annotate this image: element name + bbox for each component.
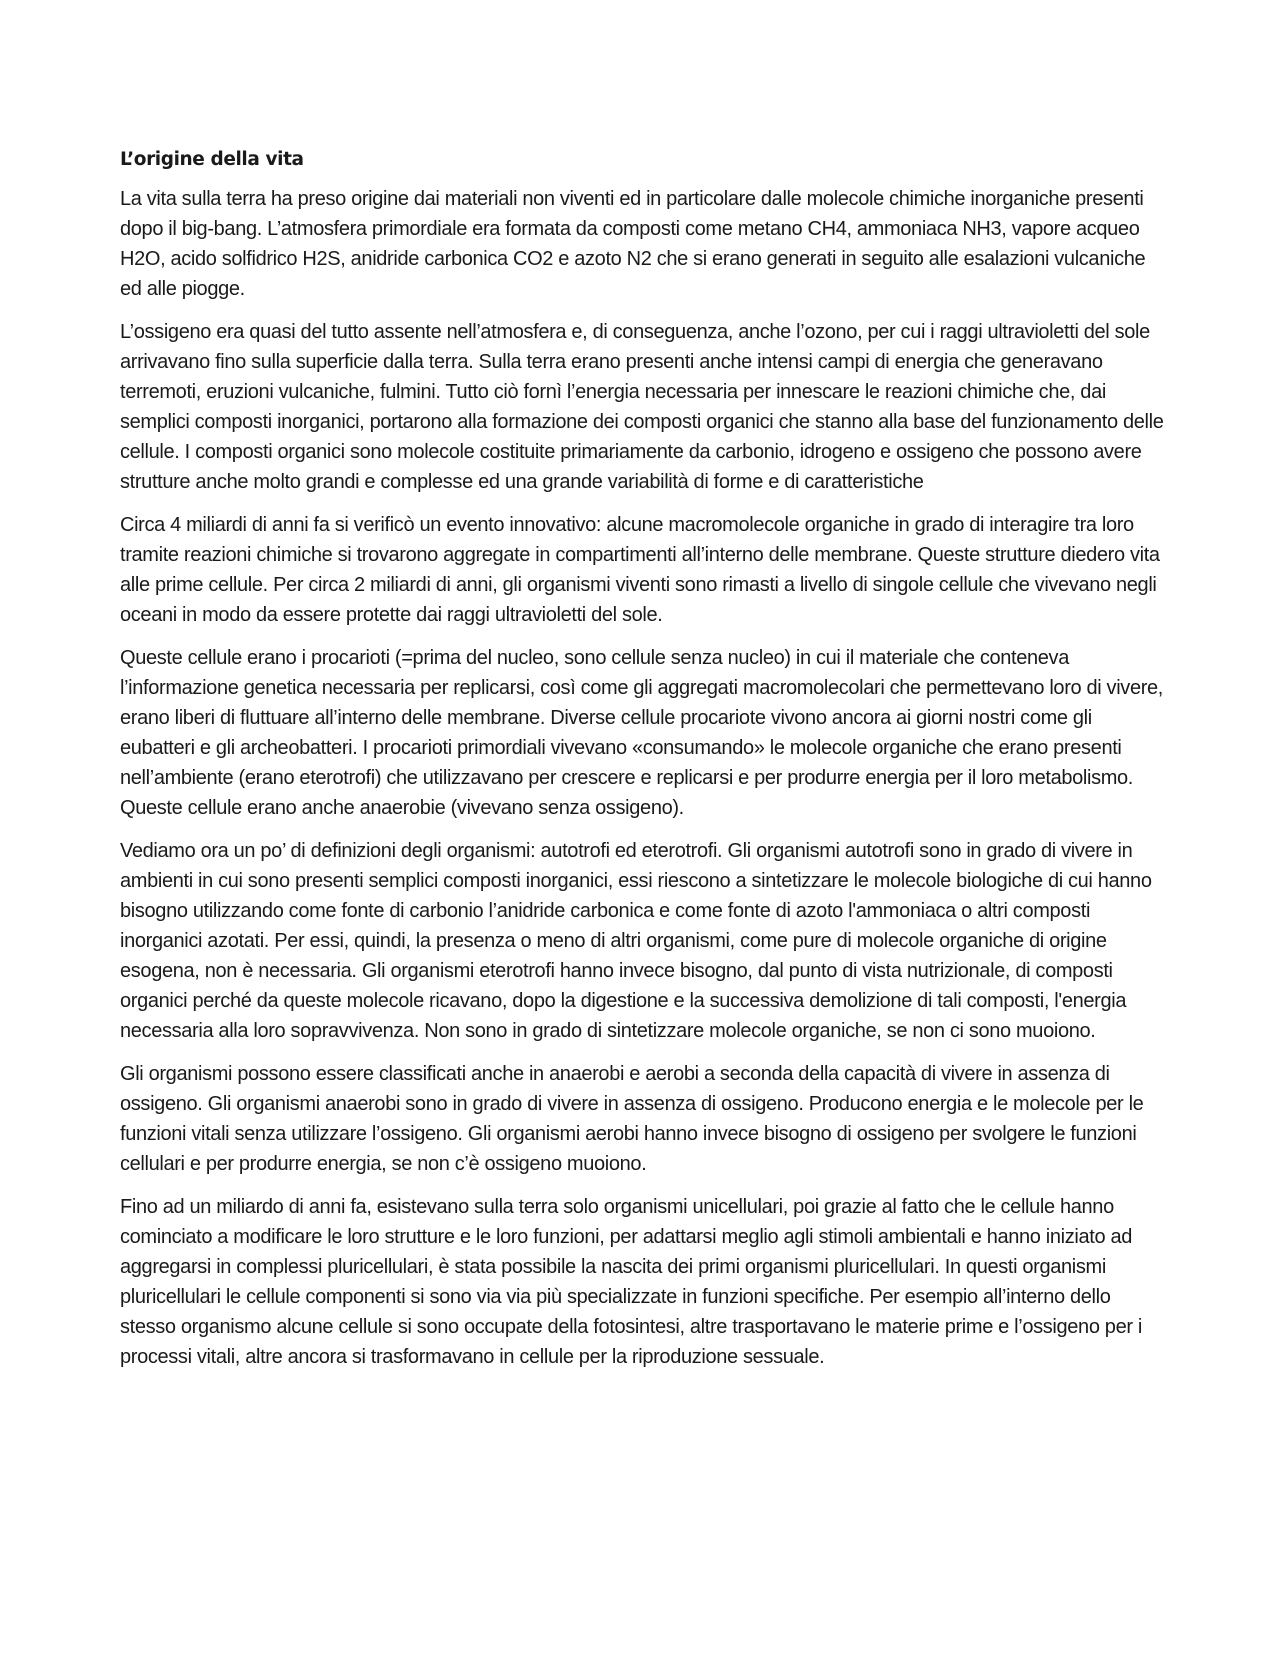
document-title: L’origine della vita [120,149,304,170]
paragraph-autotrophs-heterotrophs: Vediamo ora un po’ di definizioni degli organismi: autotrofi ed eterotrofi. Gli organismi autotrofi sono in grado di vivere in ambienti in cui sono presenti semplici composti inorganici, essi riescono a sintetizzare le molecole biologiche di cui hanno bisogno utilizzando come fonte di carbonio l’anidride carbonica e come fonte di azoto l'ammoniaca o altri composti inorganici azotati. Per essi, quindi, la presenza o meno di altri organismi, come pure di molecole organiche di origine esogena, non è necessaria. Gli organismi eterotrofi hanno invece bisogno, dal punto di vista nutrizionale, di composti organici perché da queste molecole ricavano, dopo la digestione e la successiva demolizione di tali composti, l'energia necessaria alla loro sopravvivenza. Non sono in grado di sintetizzare molecole organiche, se non ci sono muoiono. [120,840,1152,1042]
paragraph-first-cells: Circa 4 miliardi di anni fa si verificò un evento innovativo: alcune macromolecole organiche in grado di interagire tra loro tramite reazioni chimiche si trovarono aggregate in compartimenti all’interno delle membrane. Queste strutture diedero vita alle prime cellule. Per circa 2 miliardi di anni, gli organismi viventi sono rimasti a livello di singole cellule che vivevano negli oceani in modo da essere protette dai raggi ultravioletti del sole. [120,514,1160,626]
paragraph-origin: La vita sulla terra ha preso origine dai materiali non viventi ed in particolare dalle molecole chimiche inorganiche presenti dopo il big-bang. L’atmosfera primordiale era formata da composti come metano CH4, ammoniaca NH3, vapore acqueo H2O, acido solfidrico H2S, anidride carbonica CO2 e azoto N2 che si erano generati in seguito alle esalazioni vulcaniche ed alle piogge. [120,188,1146,300]
document-page [120,148,1165,1385]
paragraph-aerobes-anaerobes: Gli organismi possono essere classificati anche in anaerobi e aerobi a seconda della capacità di vivere in assenza di ossigeno. Gli organismi anaerobi sono in grado di vivere in assenza di ossigeno. Producono energia e le molecole per le funzioni vitali senza utilizzare l’ossigeno. Gli organismi aerobi hanno invece bisogno di ossigeno per svolgere le funzioni cellulari e per produrre energia, se non c’è ossigeno muoiono. [120,1063,1144,1175]
paragraph-multicellular: Fino ad un miliardo di anni fa, esistevano sulla terra solo organismi unicellulari, poi grazie al fatto che le cellule hanno cominciato a modificare le loro strutture e le loro funzioni, per adattarsi meglio agli stimoli ambientali e hanno iniziato ad aggregarsi in complessi pluricellulari, è stata possibile la nascita dei primi organismi pluricellulari. In questi organismi pluricellulari le cellule componenti si sono via via più specializzate in funzioni specifiche. Per esempio all’interno dello stesso organismo alcune cellule si sono occupate della fotosintesi, altre trasportavano le materie prime e l’ossigeno per i processi vitali, altre ancora si trasformavano in cellule per la riproduzione sessuale. [120,1196,1142,1368]
paragraph-oxygen: L’ossigeno era quasi del tutto assente nell’atmosfera e, di conseguenza, anche l’ozono, per cui i raggi ultravioletti del sole arrivavano fino sulla superficie dalla terra. Sulla terra erano presenti anche intensi campi di energia che generavano terremoti, eruzioni vulcaniche, fulmini. Tutto ciò fornì l’energia necessaria per innescare le reazioni chimiche che, dai semplici composti inorganici, portarono alla formazione dei composti organici che stanno alla base del funzionamento delle cellule. I composti organici sono molecole costituite primariamente da carbonio, idrogeno e ossigeno che possono avere strutture anche molto grandi e complesse ed una grande variabilità di forme e di caratteristiche [120,321,1164,493]
paragraph-prokaryotes: Queste cellule erano i procarioti (=prima del nucleo, sono cellule senza nucleo) in cui il materiale che conteneva l’informazione genetica necessaria per replicarsi, così come gli aggregati macromolecolari che permettevano loro di vivere, erano liberi di fluttuare all’interno delle membrane. Diverse cellule procariote vivono ancora ai giorni nostri come gli eubatteri e gli archeobatteri. I procarioti primordiali vivevano «consumando» le molecole organiche che erano presenti nell’ambiente (erano eterotrofi) che utilizzavano per crescere e replicarsi e per produrre energia per il loro metabolismo. Queste cellule erano anche anaerobie (vivevano senza ossigeno). [120,647,1164,819]
